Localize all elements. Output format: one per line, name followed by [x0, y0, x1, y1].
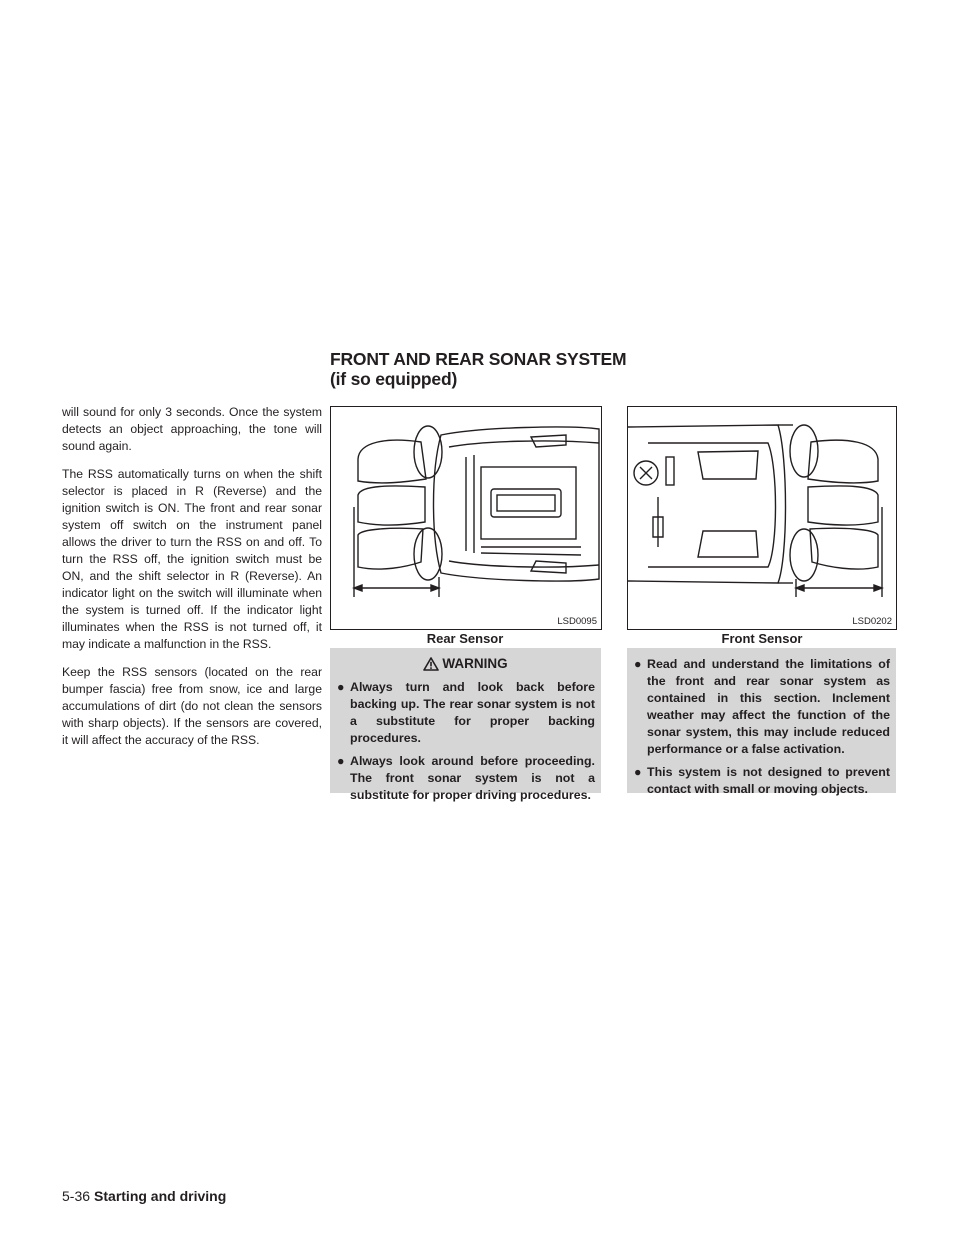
warning-box — [330, 648, 601, 802]
list-item: ● Read and understand the limitations of the front and rear sonar system as contained in this section. Inclement weather may affect the function of the sonar system, this may include reduced performance or a false activation. — [634, 657, 890, 756]
warning-title — [330, 656, 601, 671]
chapter-title: Starting and driving — [94, 1188, 227, 1204]
list-item: ● This system is not designed to prevent contact with small or moving objects. — [634, 765, 890, 796]
list-item: ● Always turn and look back before backing up. The rear sonar system is not a substitute for proper backing procedures. — [337, 680, 595, 745]
body-paragraph: The RSS automatically turns on when the shift selector is placed in R (Reverse) and the ignition switch is ON. The front and rear sonar system off switch on the instrument panel allows the driver to turn the RSS on and off. To turn the RSS off, the ignition switch must be ON, and the shift selector in R (Reverse). An indicator light on the switch will illuminate when the system is turned off. If the indicator light illuminates when the RSS is not turned off, it may indicate a malfunction in the RSS. — [62, 467, 322, 651]
bullet: ● — [337, 754, 345, 768]
front-sensor-diagram — [628, 407, 896, 629]
figure-code: LSD0095 — [557, 616, 597, 627]
warning-list — [627, 656, 896, 798]
bullet: ● — [634, 765, 642, 779]
list-item: ● Always look around before proceeding. The front sonar system is not a substitute for proper driving procedures. — [337, 754, 595, 802]
section-heading-line1: FRONT AND REAR SONAR SYSTEM — [330, 349, 627, 369]
rear-sensor-figure — [330, 406, 602, 630]
page-number: 5-36 — [62, 1188, 91, 1204]
body-paragraph: Keep the RSS sensors (located on the rear bumper fascia) free from snow, ice and large accumulations of dirt (do not clean the sensors with sharp objects). If the sensors are covered, it will affect the accuracy of the RSS. — [62, 665, 322, 747]
warning-triangle-icon — [423, 657, 439, 671]
warning-list — [330, 679, 601, 804]
warning-title-text: WARNING — [442, 656, 508, 671]
bullet: ● — [634, 657, 642, 671]
rear-sensor-caption: Rear Sensor — [426, 631, 504, 646]
bullet: ● — [337, 680, 345, 694]
section-heading — [330, 349, 910, 389]
section-heading-line2: (if so equipped) — [330, 369, 458, 389]
rear-sensor-diagram — [331, 407, 601, 629]
front-sensor-caption: Front Sensor — [721, 631, 803, 646]
page-footer — [62, 1188, 226, 1204]
warning-box-continued — [627, 648, 896, 796]
front-sensor-figure — [627, 406, 897, 630]
figure-code: LSD0202 — [852, 616, 892, 627]
left-column — [62, 404, 322, 760]
body-paragraph: will sound for only 3 seconds. Once the system detects an object approaching, the tone will sound again. — [62, 405, 322, 453]
